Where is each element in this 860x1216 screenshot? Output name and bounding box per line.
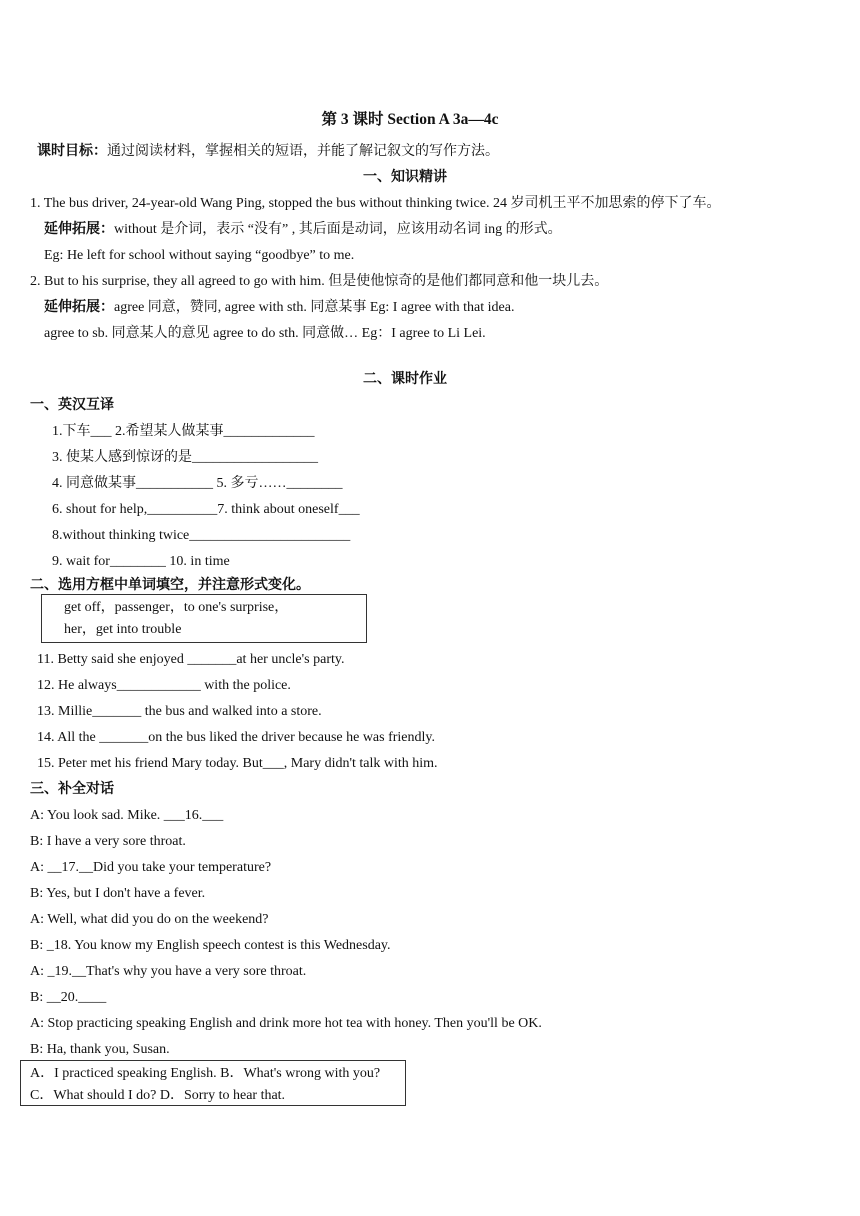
section-heading-homework: 二、课时作业 xyxy=(363,372,447,387)
translation-line: 1.下车___ 2.希望某人做某事_____________ xyxy=(52,424,315,439)
part3-heading: 三、补全对话 xyxy=(30,782,114,797)
translation-line: 6. shout for help,__________7. think about oneself___ xyxy=(52,502,360,517)
translation-line: 4. 同意做某事___________ 5. 多亏……________ xyxy=(52,476,343,491)
dialogue-line: B: Ha, thank you, Susan. xyxy=(30,1042,170,1057)
dialogue-line: A: You look sad. Mike. ___16.___ xyxy=(30,808,224,823)
objective-label: 课时目标： xyxy=(37,144,107,159)
knowledge-point-1: 1. The bus driver, 24-year-old Wang Ping, stopped the bus without thinking twice. 24 岁司机王平不加思索的停下了车。 xyxy=(30,196,721,211)
extension-text: agree 同意，赞同, agree with sth. 同意某事 Eg: I agree with that idea. xyxy=(114,300,515,315)
part1-heading: 一、英汉互译 xyxy=(30,398,114,413)
dialogue-line: B: __20.____ xyxy=(30,990,107,1005)
dialogue-line: A: _19.__That's why you have a very sore throat. xyxy=(30,964,307,979)
extension-label: 延伸拓展： xyxy=(44,300,114,315)
word-box-line: get off，passenger，to one's surprise， xyxy=(64,600,289,615)
dialogue-line: A: Stop practicing speaking English and drink more hot tea with honey. Then you'll be OK. xyxy=(30,1016,542,1031)
dialogue-line: A: __17.__Did you take your temperature? xyxy=(30,860,272,875)
translation-line: 3. 使某人感到惊讶的是__________________ xyxy=(52,450,318,465)
translation-line: 9. wait for________ 10. in time xyxy=(52,554,230,569)
fill-blank-item: 11. Betty said she enjoyed _______at her uncle's party. xyxy=(37,652,345,667)
extension-label: 延伸拓展： xyxy=(44,222,114,237)
section-heading-knowledge: 一、知识精讲 xyxy=(363,170,447,185)
word-box xyxy=(41,594,367,643)
fill-blank-item: 15. Peter met his friend Mary today. But___, Mary didn't talk with him. xyxy=(37,756,438,771)
options-line: A．I practiced speaking English. B．What's wrong with you? xyxy=(30,1066,381,1081)
lesson-objective xyxy=(37,143,499,161)
options-line: C．What should I do? D．Sorry to hear that. xyxy=(30,1088,286,1103)
dialogue-line: A: Well, what did you do on the weekend? xyxy=(30,912,269,927)
part2-heading: 二、选用方框中单词填空，并注意形式变化。 xyxy=(30,578,310,593)
extension-text: without 是介词，表示 “没有” , 其后面是动词，应该用动名词 ing 的形式。 xyxy=(114,222,562,237)
knowledge-point-2-extension xyxy=(44,299,514,317)
fill-blank-item: 14. All the _______on the bus liked the driver because he was friendly. xyxy=(37,730,435,745)
knowledge-point-1-extension xyxy=(44,221,562,239)
knowledge-point-2-line2: agree to sb. 同意某人的意见 agree to do sth. 同意做… Eg：I agree to Li Lei. xyxy=(44,326,486,341)
fill-blank-item: 13. Millie_______ the bus and walked into a store. xyxy=(37,704,322,719)
dialogue-line: B: _18. You know my English speech contest is this Wednesday. xyxy=(30,938,391,953)
options-box xyxy=(20,1060,406,1106)
fill-blank-item: 12. He always____________ with the police. xyxy=(37,678,291,693)
word-box-line: her，get into trouble xyxy=(64,622,182,637)
translation-line: 8.without thinking twice_______________________ xyxy=(52,528,351,543)
objective-text: 通过阅读材料，掌握相关的短语，并能了解记叙文的写作方法。 xyxy=(107,144,499,159)
knowledge-point-1-example: Eg: He left for school without saying “goodbye” to me. xyxy=(44,248,355,263)
dialogue-line: B: Yes, but I don't have a fever. xyxy=(30,886,206,901)
page-title: 第 3 课时 Section A 3a—4c xyxy=(321,111,499,128)
knowledge-point-2: 2. But to his surprise, they all agreed to go with him. 但是使他惊奇的是他们都同意和他一块儿去。 xyxy=(30,274,609,289)
dialogue-line: B: I have a very sore throat. xyxy=(30,834,186,849)
